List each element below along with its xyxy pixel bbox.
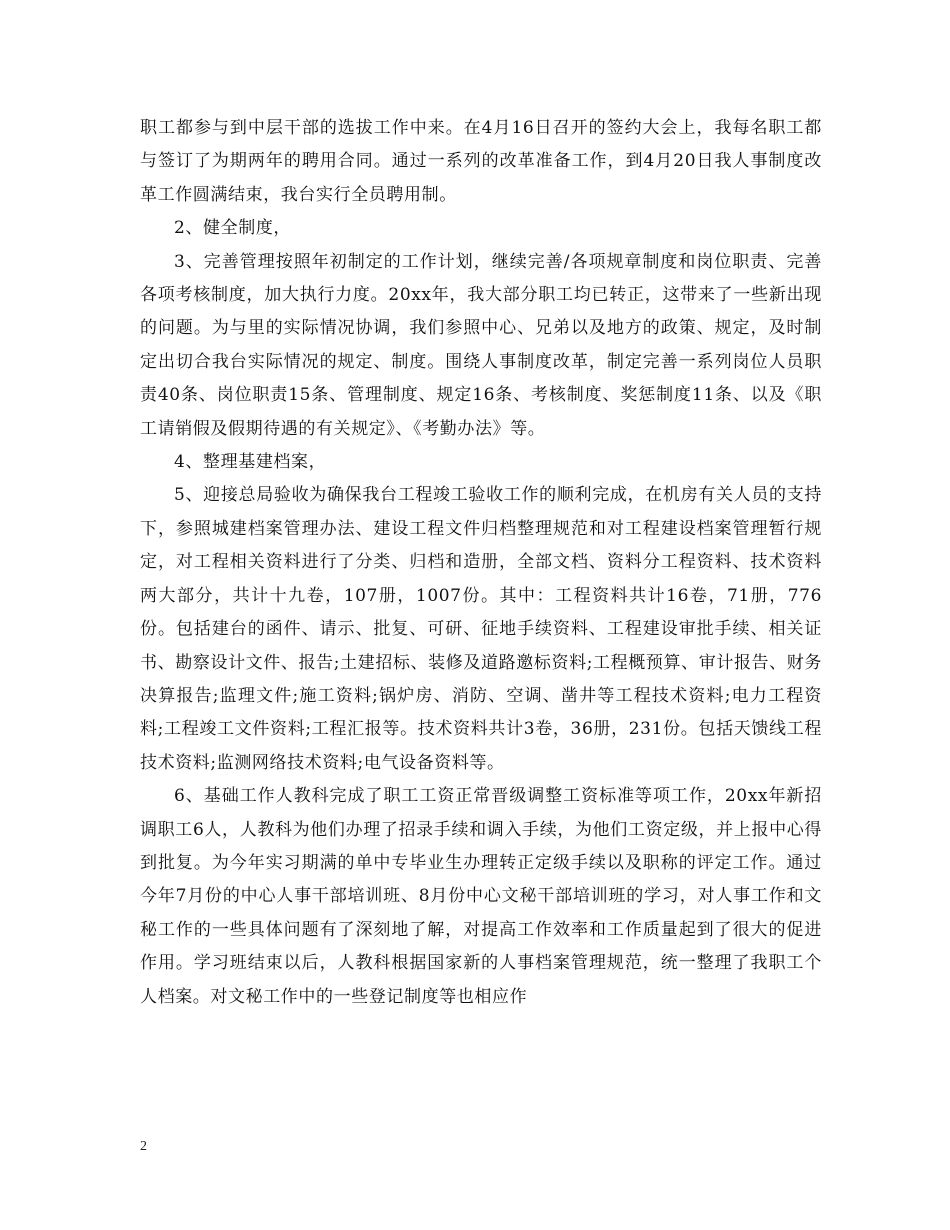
paragraph-item-5: 5、迎接总局验收为确保我台工程竣工验收工作的顺利完成，在机房有关人员的支持下，参照城建档案管理办法、建设工程文件归档整理规范和对工程建设档案管理暂行规定，对工程相关资料进行了分类、归档和造册，全部文档、资料分工程资料、技术资料两大部分，共计十九卷，107册，1007份。其中：工程资料共计16卷，71册，776份。包括建台的函件、请示、批复、可研、征地手续资料、工程建设审批手续、相关证书、勘察设计文件、报告;土建招标、装修及道路邀标资料;工程概预算、审计报告、财务决算报告;监理文件;施工资料;锅炉房、消防、空调、凿井等工程技术资料;电力工程资料;工程竣工文件资料;工程汇报等。技术资料共计3卷，36册，231份。包括天馈线工程技术资料;监测网络技术资料;电气设备资料等。 xyxy=(140,485,822,773)
document-body xyxy=(140,112,822,1014)
paragraph-item-2-heading: 2、健全制度， xyxy=(174,218,292,239)
paragraph-item-6: 6、基础工作人教科完成了职工工资正常晋级调整工资标准等项工作，20xx年新招调职工6人，人教科为他们办理了招录手续和调入手续，为他们工资定级，并上报中心得到批复。为今年实习期满的单中专毕业生办理转正定级手续以及职称的评定工作。通过今年7月份的中心人事干部培训班、8月份中心文秘干部培训班的学习，对人事工作和文秘工作的一些具体问题有了深刻地了解，对提高工作效率和工作质量起到了很大的促进作用。学习班结束以后，人教科根据国家新的人事档案管理规范，统一整理了我职工个人档案。对文秘工作中的一些登记制度等也相应作 xyxy=(140,786,822,1007)
paragraph-item-3: 3、完善管理按照年初制定的工作计划，继续完善/各项规章制度和岗位职责、完善各项考核制度，加大执行力度。20xx年，我大部分职工均已转正，这带来了一些新出现的问题。为与里的实际情况协调，我们参照中心、兄弟以及地方的政策、规定，及时制定出切合我台实际情况的规定、制度。围绕人事制度改革，制定完善一系列岗位人员职责40条、岗位职责15条、管理制度、规定16条、考核制度、奖惩制度11条、以及《职工请销假及假期待遇的有关规定》、《考勤办法》等。 xyxy=(140,251,822,439)
paragraph-continuation: 职工都参与到中层干部的选拔工作中来。在4月16日召开的签约大会上，我每名职工都与签订了为期两年的聘用合同。通过一系列的改革准备工作，到4月20日我人事制度改革工作圆满结束，我台实行全员聘用制。 xyxy=(140,118,822,205)
page-number: 2 xyxy=(140,1139,147,1154)
paragraph-item-4-heading: 4、整理基建档案， xyxy=(174,452,327,473)
